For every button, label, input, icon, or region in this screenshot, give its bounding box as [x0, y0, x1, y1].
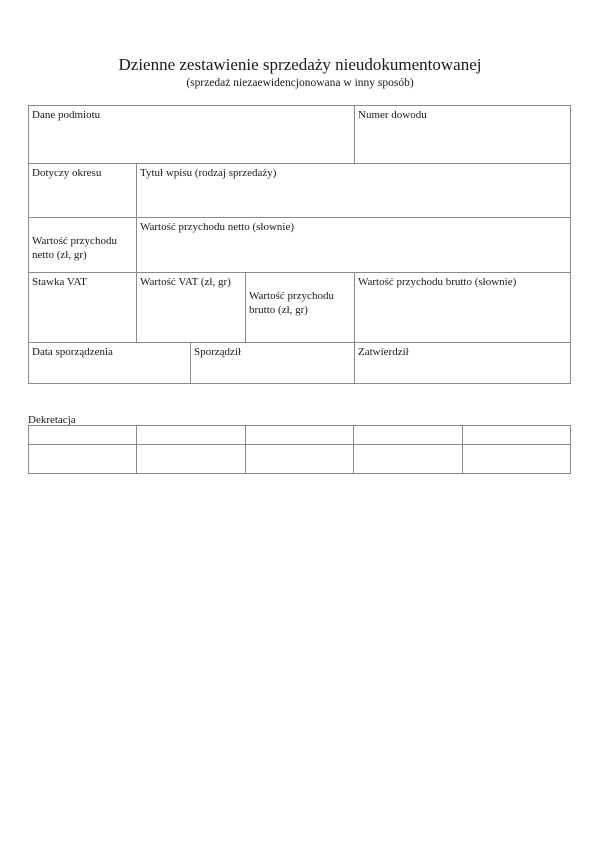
field-stawka-vat[interactable]: [29, 273, 137, 343]
label-wartosc-brutto: Wartość przychodu brutto (zł, gr): [249, 290, 334, 316]
label-dane-podmiotu: Dane podmiotu: [32, 109, 101, 121]
label-wartosc-netto-slownie: Wartość przychodu netto (słownie): [140, 221, 294, 233]
field-wartosc-brutto[interactable]: [246, 273, 355, 343]
sales-form: [28, 105, 571, 384]
field-numer-dowodu[interactable]: [355, 106, 570, 164]
dekretacja-cell[interactable]: [354, 426, 462, 445]
dekretacja-cell[interactable]: [245, 445, 353, 474]
label-wartosc-netto: Wartość przychodu netto (zł, gr): [32, 235, 117, 261]
dekretacja-cell[interactable]: [29, 445, 137, 474]
field-tytul-wpisu[interactable]: [137, 164, 570, 218]
dekretacja-label: Dekretacja: [28, 414, 76, 426]
field-dane-podmiotu[interactable]: [29, 106, 355, 164]
label-dotyczy-okresu: Dotyczy okresu: [32, 167, 102, 179]
dekretacja-cell[interactable]: [354, 445, 462, 474]
dekretacja-cell[interactable]: [462, 445, 570, 474]
field-wartosc-netto-slownie[interactable]: [137, 218, 570, 273]
document-subtitle: (sprzedaż niezaewidencjonowana w inny sposób): [186, 77, 414, 89]
field-wartosc-brutto-slownie[interactable]: [355, 273, 570, 343]
dekretacja-cell[interactable]: [137, 426, 245, 445]
label-wartosc-vat: Wartość VAT (zł, gr): [140, 276, 231, 288]
label-numer-dowodu: Numer dowodu: [358, 109, 427, 121]
label-tytul-wpisu: Tytuł wpisu (rodzaj sprzedaży): [140, 167, 277, 179]
field-wartosc-vat[interactable]: [137, 273, 246, 343]
field-zatwierdzil[interactable]: [355, 343, 570, 383]
label-sporzadzil: Sporządził: [194, 346, 242, 358]
field-sporzadzil[interactable]: [191, 343, 355, 383]
dekretacja-row: [29, 445, 571, 474]
label-wartosc-brutto-slownie: Wartość przychodu brutto (słownie): [358, 276, 517, 288]
field-dotyczy-okresu[interactable]: [29, 164, 137, 218]
dekretacja-cell[interactable]: [245, 426, 353, 445]
dekretacja-cell[interactable]: [462, 426, 570, 445]
dekretacja-table: [28, 425, 571, 474]
dekretacja-row-header: [29, 426, 571, 445]
field-data-sporzadzenia[interactable]: [29, 343, 191, 383]
document-title: Dzienne zestawienie sprzedaży nieudokumentowanej: [118, 55, 482, 74]
dekretacja-cell[interactable]: [137, 445, 245, 474]
label-stawka-vat: Stawka VAT: [32, 276, 87, 288]
label-zatwierdzil: Zatwierdził: [358, 346, 409, 358]
dekretacja-cell[interactable]: [29, 426, 137, 445]
field-wartosc-netto[interactable]: [29, 218, 137, 273]
label-data-sporzadzenia: Data sporządzenia: [32, 346, 113, 358]
